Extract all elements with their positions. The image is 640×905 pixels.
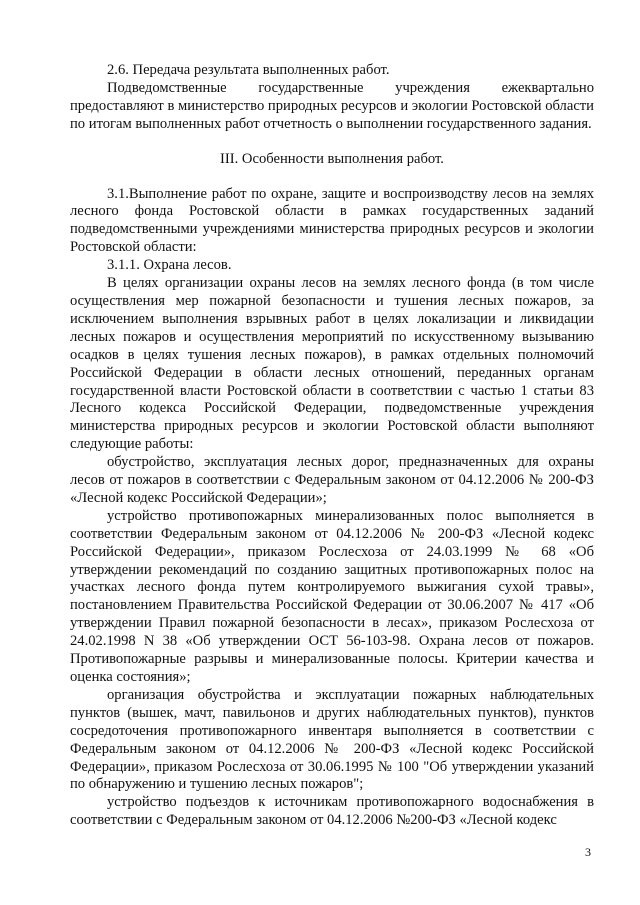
paragraph-observation-points: организация обустройства и эксплуатации пожарных наблюдательных пунктов (вышек, мачт, павильонов и других наблюдательных пунктов), пунктов сосредоточения противопожарного инвентаря выполняется в соответствии с Федеральным законом от 04.12.2006 № 200-ФЗ «Лесной кодекс Российской Федерации», приказом Рослесхоза от 30.06.1995 № 100 "Об утверждении указаний по обнаружению и тушению лесных пожаров"; (70, 686, 594, 793)
paragraph-forest-roads: обустройство, эксплуатация лесных дорог, предназначенных для охраны лесов от пожаров в соответствии с Федеральным законом от 04.12.2006 № 200-ФЗ «Лесной кодекс Российской Федерации»; (70, 454, 594, 506)
page-number: 3 (585, 845, 591, 859)
paragraph-water-access: устройство подъездов к источникам противопожарного водоснабжения в соответствии с Федеральным законом от 04.12.2006 №200-ФЗ «Лесной кодекс (70, 794, 594, 829)
paragraph-forest-protection-intro: В целях организации охраны лесов на землях лесного фонда (в том числе осуществления мер пожарной безопасности и тушения лесных пожаров, за исключением выполнения взрывных работ в целях локализации и ликвидации лесных пожаров и осуществления мероприятий по искусственному вызыванию осадков в целях тушения лесных пожаров), в рамках отдельных полномочий Российской Федерации в области лесных отношений, переданных органам государственной власти Ростовской области в соответствии с частью 1 статьи 83 Лесного кодекса Российской Федерации, подведомственные учреждения министерства природных ресурсов и экологии Ростовской области выполняют следующие работы: (70, 275, 594, 453)
paragraph-2-6-heading: 2.6. Передача результата выполненных работ. (107, 62, 390, 78)
paragraph-3-1-1: 3.1.1. Охрана лесов. (107, 257, 232, 274)
paragraph-3-1: 3.1.Выполнение работ по охране, защите и воспроизводству лесов на землях лесного фонда Ростовской области в рамках государственных заданий подведомственными учреждениями министерства природных ресурсов и экологии Ростовской области: (70, 185, 594, 256)
paragraph-firebreak-strips: устройство противопожарных минерализованных полос выполняется в соответствии Федеральным законом от 04.12.2006 № 200-ФЗ «Лесной кодекс Российской Федерации», приказом Рослесхоза от 24.03.1999 № 68 «Об утверждении рекомендаций по созданию защитных противопожарных полос на участках лесного фонда путем контролируемого выжигания сухой травы», постановлением Правительства Российской Федерации от 30.06.2007 № 417 «Об утверждении Правил пожарной безопасности в лесах», приказом Рослесхоза от 24.02.1998 N 38 «Об утверждении ОСТ 56-103-98. Охрана лесов от пожаров. Противопожарные разрывы и минерализованные полосы. Критерии качества и оценка состояния»; (70, 507, 594, 685)
section-heading-iii: III. Особенности выполнения работ. (220, 150, 444, 167)
document-body (70, 62, 594, 830)
paragraph-reporting: Подведомственные государственные учреждения ежеквартально предоставляют в министерство природных ресурсов и экологии Ростовской области по итогам выполненных работ отчетность о выполнении государственного задания. (70, 79, 594, 132)
